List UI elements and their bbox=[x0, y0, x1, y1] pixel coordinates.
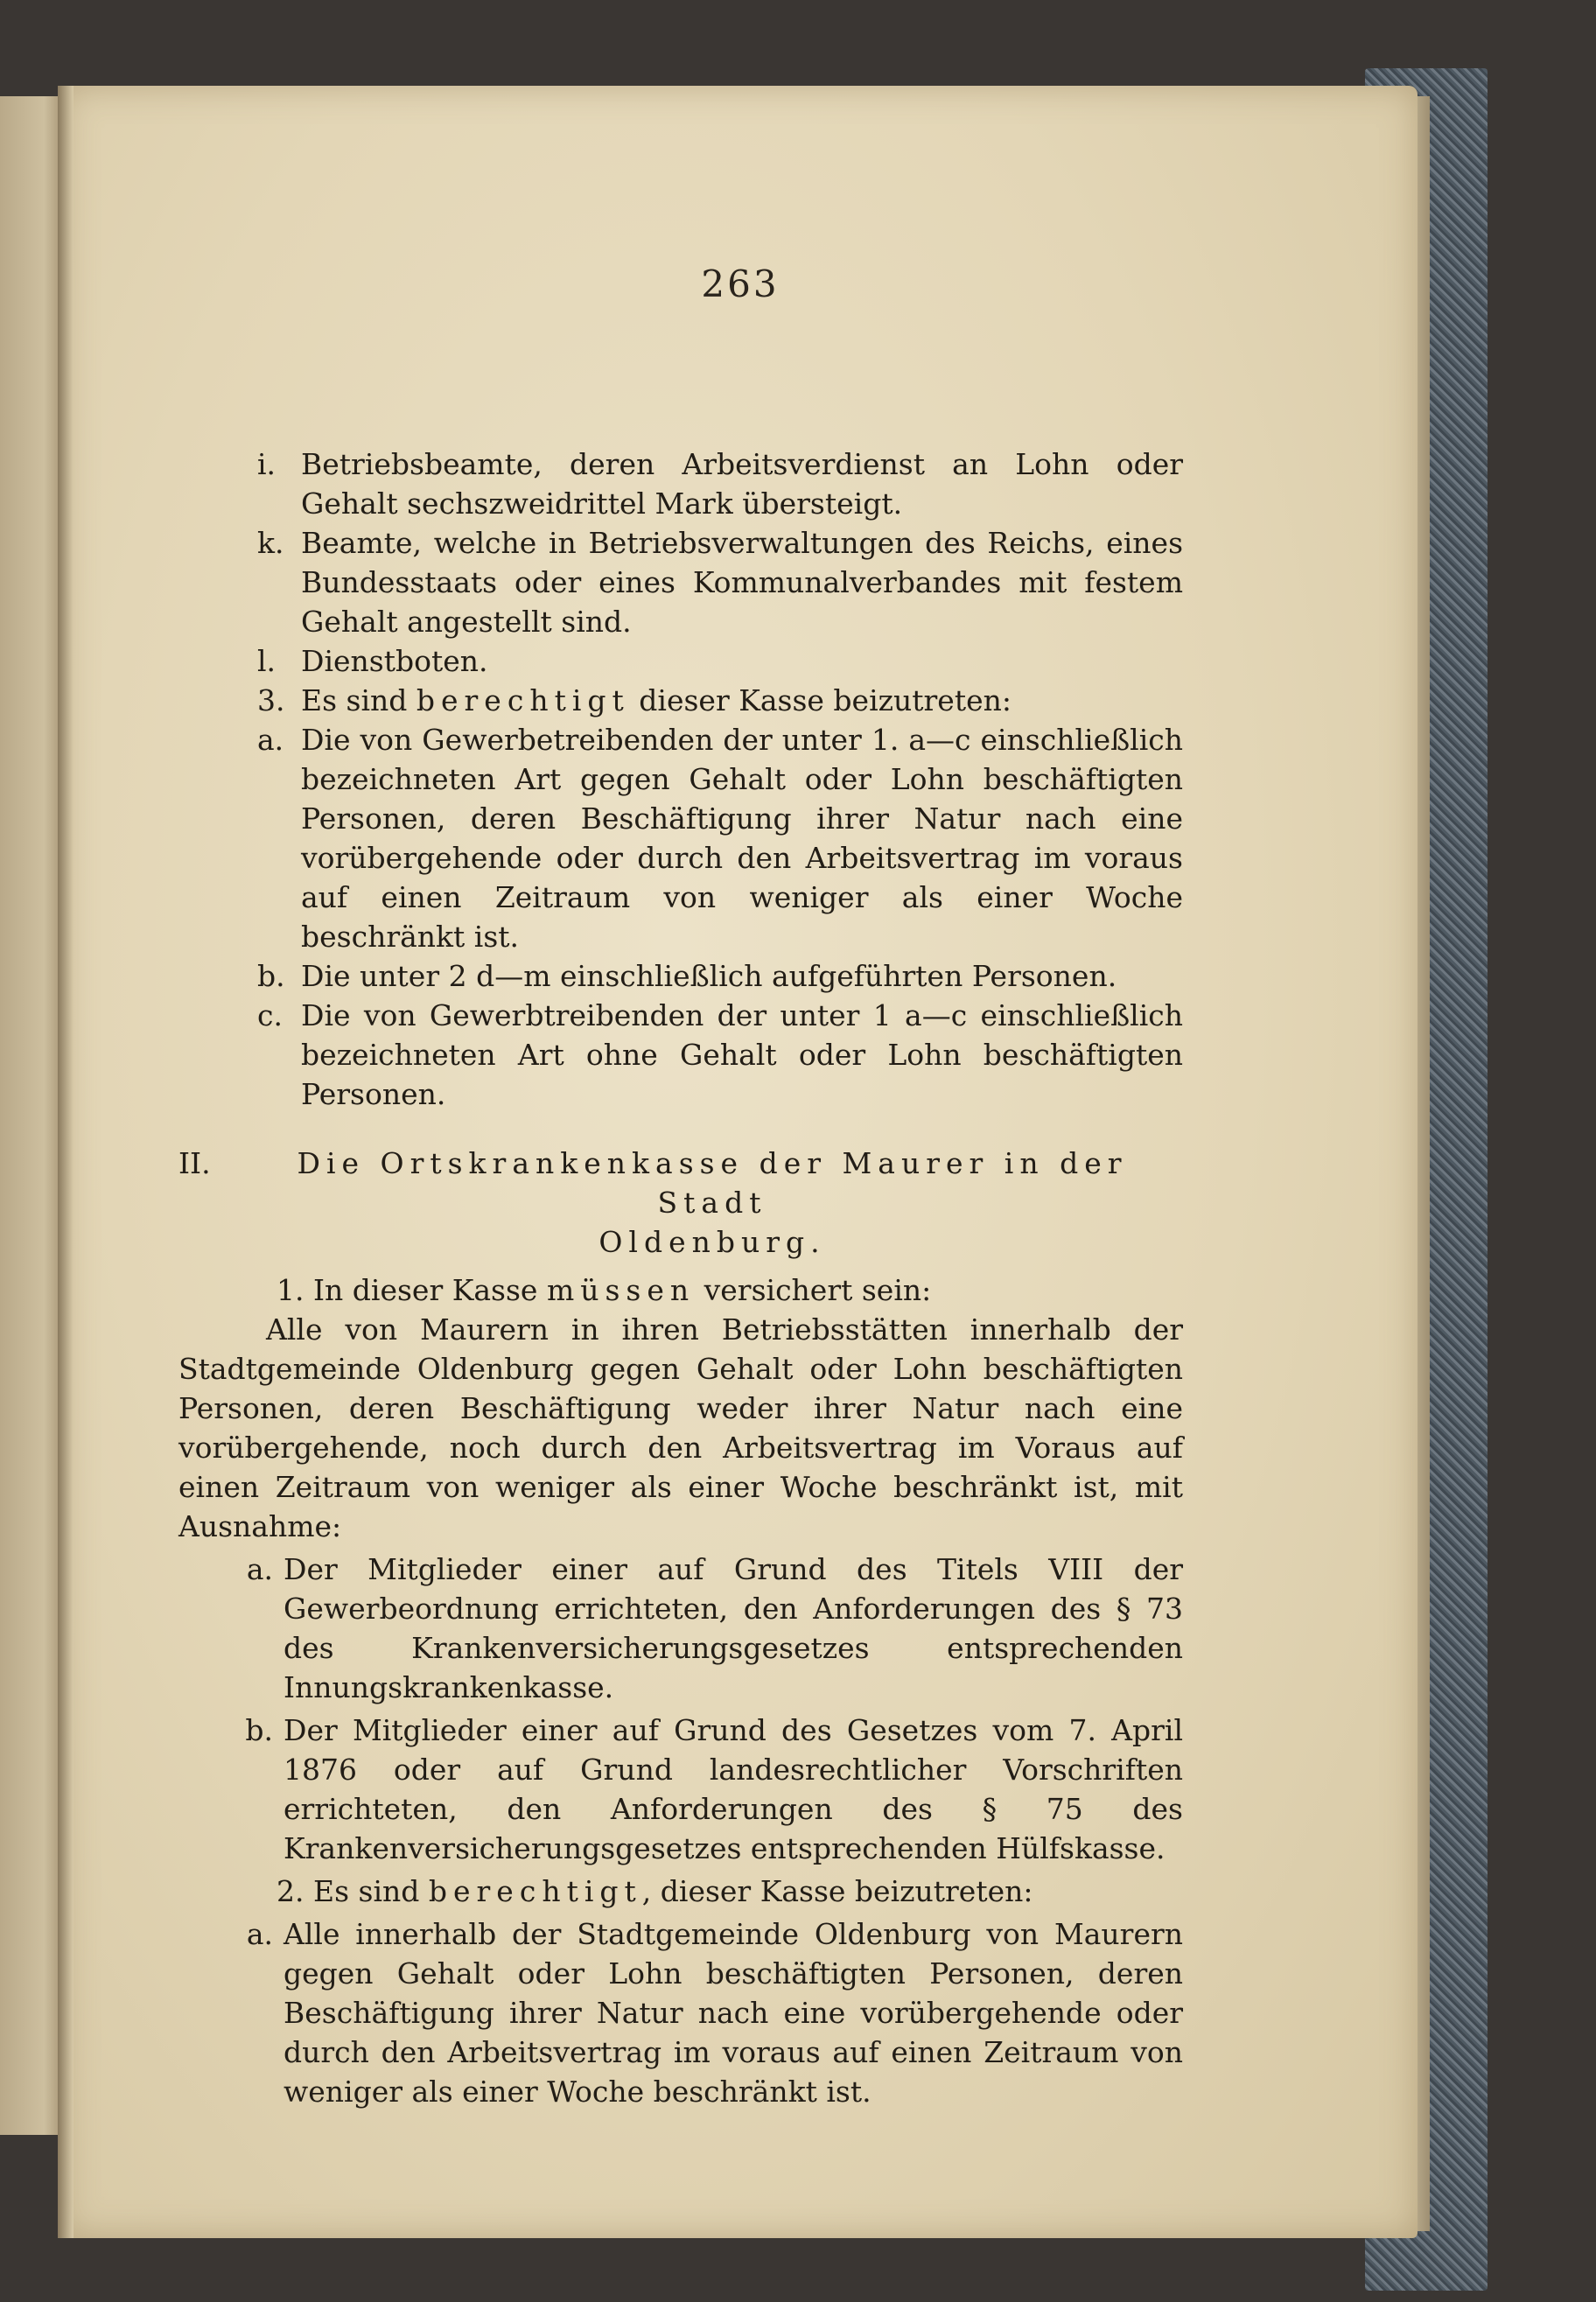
section-label: 1. bbox=[276, 1273, 304, 1307]
page-text bbox=[178, 444, 1183, 2111]
section-pre: Es sind bbox=[301, 683, 416, 717]
section-heading-II bbox=[178, 1144, 1183, 1262]
section-post: dieser Kasse beizutreten: bbox=[629, 683, 1012, 717]
list-item bbox=[178, 1914, 1183, 2111]
section-text bbox=[301, 681, 1183, 720]
item-label: l. bbox=[257, 644, 276, 678]
left-page-edge bbox=[0, 96, 63, 2135]
page-number: 263 bbox=[701, 262, 780, 305]
page-gutter bbox=[58, 86, 74, 2238]
item-label: a. bbox=[246, 1917, 273, 1951]
section-heading-3 bbox=[178, 681, 1183, 720]
item-label: b. bbox=[257, 959, 285, 993]
item-text: Die unter 2 d—m einschließlich aufgeführten Personen. bbox=[301, 959, 1117, 993]
section-label: 3. bbox=[257, 683, 285, 717]
section-label: 2. bbox=[276, 1874, 304, 1908]
heading-title-line2: Oldenburg. bbox=[598, 1225, 826, 1259]
section-post: versichert sein: bbox=[695, 1273, 932, 1307]
item-text: Der Mitglieder einer auf Grund des Titels VIII der Gewerbeordnung errichteten, den Anforderungen des § 73 des Krankenversicherungsgesetzes entsprechenden Innungskrankenkasse. bbox=[284, 1552, 1183, 1704]
list-item bbox=[178, 956, 1183, 996]
book-page bbox=[63, 86, 1418, 2238]
item-text: Beamte, welche in Betriebsverwaltungen des Reichs, eines Bundesstaats oder eines Kommunalverbandes mit festem Gehalt angestellt sind. bbox=[301, 526, 1183, 639]
heading-title bbox=[242, 1144, 1183, 1262]
list-item bbox=[178, 1550, 1183, 1707]
item-label: a. bbox=[257, 723, 284, 757]
item-label: i. bbox=[257, 447, 276, 481]
item-text: Alle innerhalb der Stadtgemeinde Oldenburg von Maurern gegen Gehalt oder Lohn beschäftigten Personen, deren Beschäftigung ihrer Natur nach eine vorübergehende oder durch den Arbeitsvertrag im voraus auf einen Zeitraum von weniger als einer Woche beschränkt ist. bbox=[284, 1917, 1183, 2109]
list-item bbox=[178, 641, 1183, 681]
section-emphasis: berechtigt bbox=[428, 1874, 642, 1908]
item-text: Die von Gewerbetreibenden der unter 1. a—c einschließlich bezeichneten Art gegen Gehalt oder Lohn beschäftigten Personen, deren Beschäftigung ihrer Natur nach eine vorübergehende oder durch den Arbeitsvertrag im voraus auf einen Zeitraum von weniger als einer Woche beschränkt ist. bbox=[301, 723, 1183, 954]
list-item bbox=[178, 996, 1183, 1114]
section-emphasis: berechtigt bbox=[416, 683, 630, 717]
item-label: c. bbox=[257, 998, 283, 1032]
section-emphasis: müssen bbox=[546, 1273, 696, 1307]
item-label: k. bbox=[257, 526, 284, 560]
item-text: Betriebsbeamte, deren Arbeitsverdienst an Lohn oder Gehalt sechszweidrittel Mark übersteigt. bbox=[301, 447, 1183, 521]
section-II-1-heading bbox=[178, 1270, 1183, 1310]
item-text: Dienstboten. bbox=[301, 644, 488, 678]
section-post: , dieser Kasse beizutreten: bbox=[641, 1874, 1033, 1908]
item-text: Der Mitglieder einer auf Grund des Gesetzes vom 7. April 1876 oder auf Grund landesrechtlicher Vorschriften errichteten, den Anforderungen des § 75 des Krankenversicherungsgesetzes entsprechenden Hülfskasse. bbox=[284, 1713, 1183, 1865]
list-item bbox=[178, 1711, 1183, 1868]
list-item bbox=[178, 523, 1183, 641]
paragraph-II: Alle von Maurern in ihren Betriebsstätten innerhalb der Stadtgemeinde Oldenburg gegen Gehalt oder Lohn beschäftigten Personen, deren Beschäftigung weder ihrer Natur nach eine vorübergehende, noch durch den Arbeitsvertrag im Voraus auf einen Zeitraum von weniger als einer Woche beschränkt ist, mit Ausnahme: bbox=[178, 1312, 1183, 1543]
item-text: Die von Gewerbtreibenden der unter 1 a—c einschließlich bezeichneten Art ohne Gehalt oder Lohn beschäftigten Personen. bbox=[301, 998, 1183, 1111]
heading-label: II. bbox=[178, 1146, 211, 1180]
heading-title-line1: Die Ortskrankenkasse der Maurer in der Stadt bbox=[297, 1146, 1128, 1220]
list-item bbox=[178, 444, 1183, 523]
list-item bbox=[178, 720, 1183, 956]
item-label: b. bbox=[245, 1713, 273, 1747]
section-pre: In dieser Kasse bbox=[313, 1273, 547, 1307]
item-label: a. bbox=[246, 1552, 273, 1586]
section-II-2-heading bbox=[178, 1872, 1183, 1911]
section-pre: Es sind bbox=[313, 1874, 429, 1908]
